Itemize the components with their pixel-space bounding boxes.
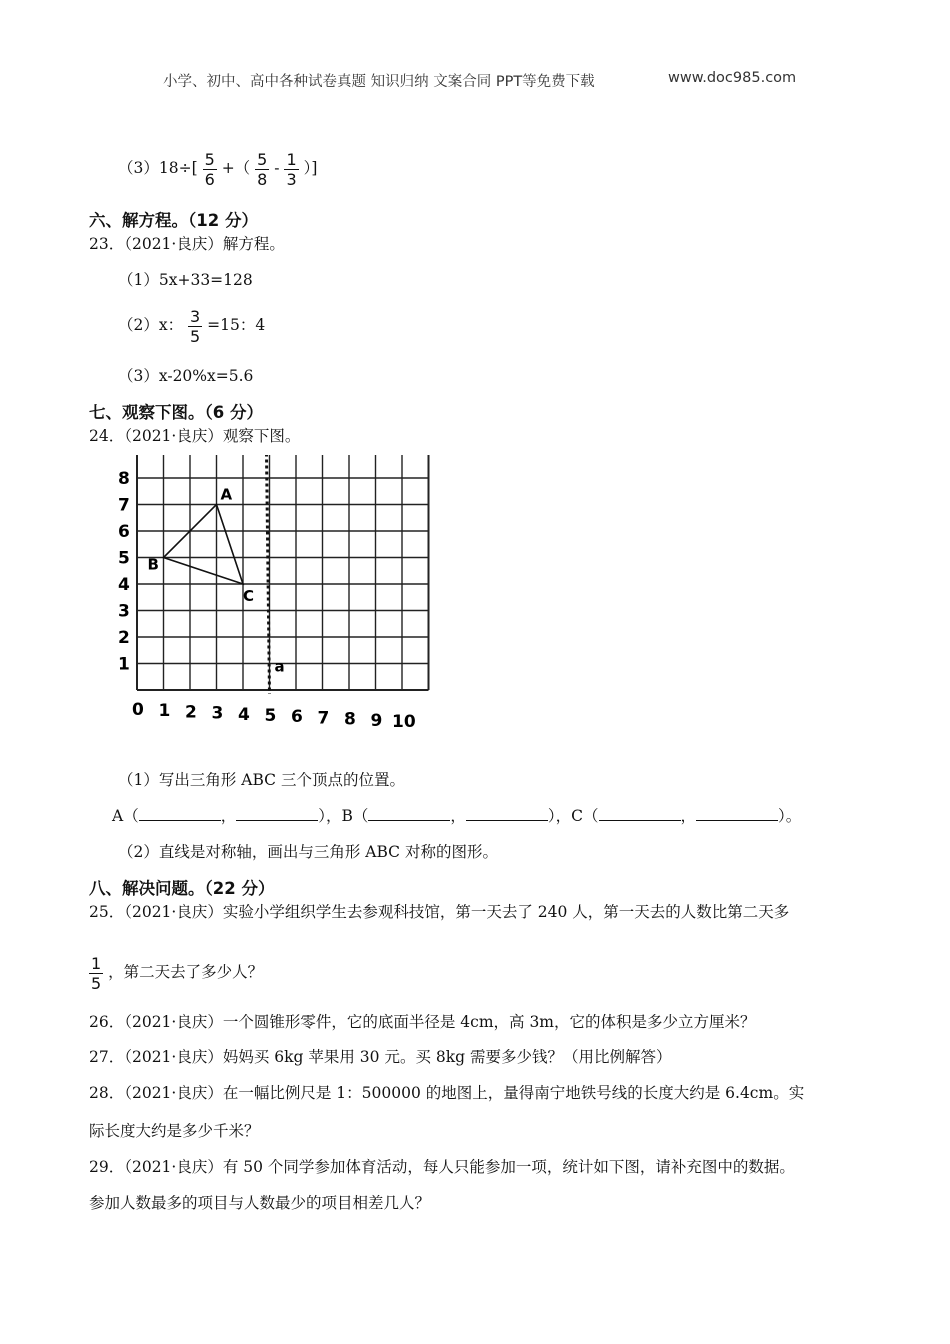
fraction: $\frac{5}{8}$ (257, 149, 268, 189)
header-text: 小学、初中、高中各种试卷真题 知识归纳 文案合同 PPT等免费下载 (163, 74, 595, 90)
answer-blank[interactable] (599, 806, 681, 821)
answer-a-label: A（ (112, 807, 139, 825)
vertex-label-a: A (220, 485, 233, 504)
operator: +（ (221, 159, 251, 177)
q26-text: 26．（2021·良庆）一个圆锥形零件，它的底面半径是 4cm，高 3m，它的体积是多少立方厘米？ (89, 1013, 756, 1031)
q24-part1: （1）写出三角形 ABC 三个顶点的位置。 (118, 771, 405, 789)
y-tick-label: 7 (118, 495, 130, 516)
q22-part3 (118, 146, 317, 190)
answer-blank[interactable] (466, 806, 548, 821)
x-tick-label: 6 (291, 707, 303, 728)
fraction: $\frac{1}{3}$ (286, 149, 297, 189)
q23-part1: （1）5x+33=128 (118, 271, 253, 289)
answer-blank[interactable] (236, 806, 318, 821)
q29-line1: 29．（2021·良庆）有 50 个同学参加体育活动，每人只能参加一项，统计如下图，请补充图中的数据。 (89, 1158, 795, 1176)
coordinate-grid-figure (110, 455, 445, 740)
answer-c-label: ），C（ (547, 807, 599, 825)
q27-text: 27．（2021·良庆）妈妈买 6kg 苹果用 30 元。买 8kg 需要多少钱？（用比例解答） (89, 1048, 672, 1066)
q23-part2-prefix: （2）x： (118, 316, 184, 334)
x-tick-label: 1 (158, 701, 171, 722)
x-tick-labels (132, 700, 416, 732)
vertex-label-b: B (147, 555, 159, 574)
fraction: $\frac{3}{5}$ (190, 306, 201, 346)
section-7-title: 七、观察下图。（6 分） (89, 403, 263, 422)
y-tick-label: 4 (118, 575, 130, 595)
comma: ， (220, 807, 237, 825)
symmetry-axis-label: a (274, 657, 285, 676)
fraction: $\frac{1}{5}$ (91, 953, 102, 993)
x-tick-label: 2 (185, 702, 197, 723)
x-tick-label: 3 (211, 703, 224, 724)
section-6-title: 六、解方程。（12 分） (89, 211, 258, 230)
x-tick-label: 9 (370, 710, 383, 731)
fraction: $\frac{5}{6}$ (204, 149, 215, 189)
comma: ， (450, 807, 466, 825)
q22-prefix: （3）18÷[ (118, 159, 198, 177)
q24-stem: 24．（2021·良庆）观察下图。 (89, 427, 301, 445)
answer-blank[interactable] (368, 806, 450, 821)
q25-line1: 25．（2021·良庆）实验小学组织学生去参观科技馆，第一天去了 240 人，第一天去的人数比第二天多 (89, 903, 790, 921)
y-tick-label: 1 (118, 654, 130, 675)
y-tick-label: 8 (118, 469, 130, 489)
x-tick-label: 4 (238, 704, 250, 725)
grid-lines (137, 455, 429, 690)
header-url[interactable]: www.doc985.com (668, 70, 797, 86)
x-tick-label: 0 (132, 700, 144, 720)
answer-b-label: ），B（ (318, 807, 369, 825)
answer-blank[interactable] (696, 806, 778, 821)
q23-stem: 23．（2021·良庆）解方程。 (89, 235, 285, 253)
x-tick-label: 10 (392, 712, 416, 732)
x-tick-label: 5 (264, 706, 277, 726)
q28-line2: 际长度大约是多少千米？ (89, 1122, 260, 1140)
comma: ， (680, 807, 697, 825)
operator: ）] (303, 159, 318, 177)
y-tick-labels (118, 469, 130, 675)
q24-answer-line (112, 804, 801, 826)
q24-part2: （2）直线是对称轴，画出与三角形 ABC 对称的图形。 (118, 843, 498, 861)
x-tick-label: 7 (317, 708, 330, 729)
y-tick-label: 2 (118, 628, 130, 648)
section-8-title: 八、解决问题。（22 分） (89, 879, 275, 898)
q25-line2-text: ，第二天去了多少人？ (108, 963, 264, 981)
q23-part2-suffix: =15：4 (207, 316, 266, 334)
q23-part2 (118, 303, 265, 347)
q25-line2 (89, 950, 263, 994)
y-tick-label: 6 (118, 522, 130, 542)
answer-end: ）。 (778, 807, 802, 825)
y-tick-label: 5 (118, 548, 130, 569)
triangle-abc (164, 505, 244, 585)
vertex-label-c: C (243, 587, 255, 605)
q28-line1: 28．（2021·良庆）在一幅比例尺是 1：500000 的地图上，量得南宁地铁号线的长度大约是 6.4cm。实 (89, 1084, 805, 1102)
q23-part3: （3）x-20%x=5.6 (118, 367, 254, 385)
answer-blank[interactable] (139, 806, 221, 821)
x-tick-label: 8 (344, 709, 356, 730)
q29-line2: 参加人数最多的项目与人数最少的项目相差几人？ (89, 1194, 431, 1212)
y-tick-label: 3 (118, 601, 130, 622)
operator: - (274, 159, 280, 177)
